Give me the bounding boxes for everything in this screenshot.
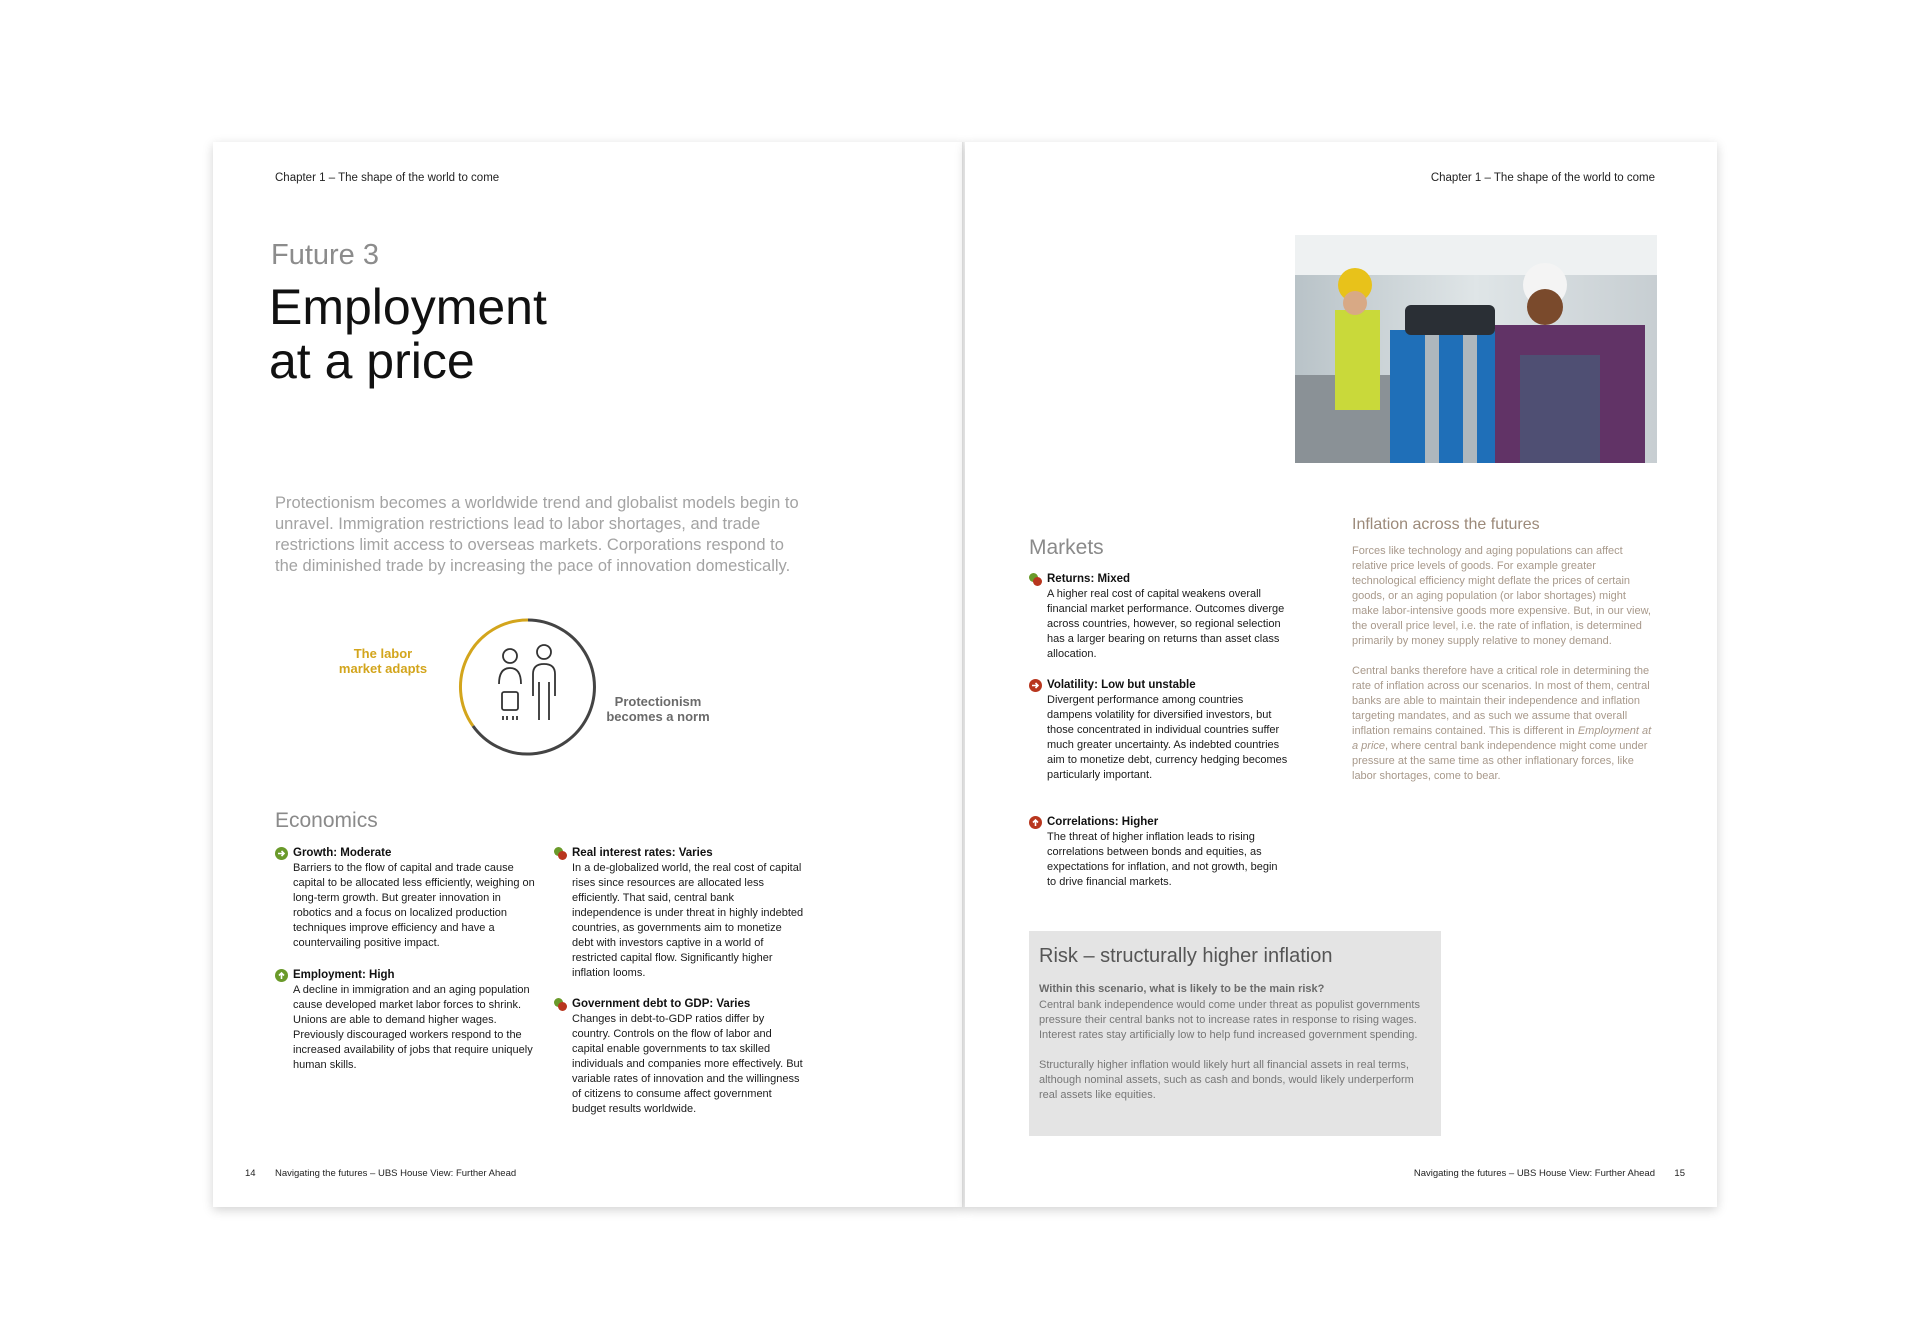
economics-item-growth — [275, 846, 535, 951]
title-line-2: at a price — [269, 333, 475, 389]
diagram-label-left: The labor market adapts — [338, 646, 428, 676]
markets-heading: Markets — [1029, 536, 1104, 559]
markets-item-title: Correlations: Higher — [1047, 816, 1159, 828]
right-page — [965, 142, 1717, 1207]
risk-body — [1039, 998, 1434, 1118]
risk-question: Within this scenario, what is likely to be the main risk? — [1039, 983, 1325, 995]
markets-item-correlations — [1029, 815, 1289, 890]
markets-item-volatility — [1029, 678, 1289, 783]
risk-box — [1029, 931, 1441, 1136]
economics-item-title: Government debt to GDP: Varies — [572, 998, 751, 1010]
mixed-icon — [554, 847, 567, 860]
economics-item-debt — [554, 997, 804, 1117]
markets-item-returns — [1029, 572, 1289, 662]
inflation-paragraph-2: Central banks therefore have a critical role in determining the rate of inflation across our scenarios. In most of them, central banks are able to maintain their independence and inflation targeting mandates, and as such we assume that overall inflation remains contained. This is different in Employment at a price, where central bank independence might come under pressure at the same time as other inflationary forces, like labor shortages, come to bear. — [1352, 665, 1652, 782]
markets-item-title: Volatility: Low but unstable — [1047, 679, 1196, 691]
factory-workers-photo — [1295, 235, 1657, 463]
arrow-right-icon — [275, 847, 288, 860]
arrow-right-red-icon — [1029, 679, 1042, 692]
page-number: 15 — [1674, 1168, 1685, 1179]
workers-ring-icon — [453, 612, 603, 762]
page-title — [269, 280, 547, 388]
chapter-header: Chapter 1 – The shape of the world to come — [275, 172, 500, 184]
chapter-header: Chapter 1 – The shape of the world to come — [1430, 172, 1655, 184]
economics-item-body: Barriers to the flow of capital and trade cause capital to be allocated less efficiently, weighing on long-term growth. But greater innovation in robotics and a focus on localized production techniques improve efficiency and have a countervailing positive impact. — [293, 862, 535, 949]
arrow-up-red-icon — [1029, 816, 1042, 829]
mixed-icon — [554, 998, 567, 1011]
scenario-name: Employment at a price — [1352, 725, 1652, 752]
scenario-diagram — [333, 612, 753, 792]
markets-item-body: The threat of higher inflation leads to rising correlations between bonds and equities, as expectations for inflation, and not growth, begin to drive financial markets. — [1047, 831, 1278, 888]
future-label: Future 3 — [271, 239, 379, 271]
arrow-up-icon — [275, 969, 288, 982]
risk-paragraph-1: Central bank independence would come under threat as populist governments pressure their central banks not to increase rates in response to rising wages. Interest rates stay artificially low to help fund increased government spending. — [1039, 999, 1420, 1041]
economics-item-title: Employment: High — [293, 969, 395, 981]
economics-item-title: Growth: Moderate — [293, 847, 392, 859]
inflation-paragraph-1: Forces like technology and aging populations can affect relative price levels of goods. For example greater technological efficiency might deflate the prices of certain goods, or an aging population (or labor shortages) might make labor-intensive goods more expensive. But, in our view, the overall price level, i.e. the rate of inflation, is determined primarily by money supply relative to money demand. — [1352, 545, 1651, 647]
page-number: 14 — [245, 1168, 256, 1179]
economics-heading: Economics — [275, 809, 378, 832]
mixed-icon — [1029, 573, 1042, 586]
risk-heading: Risk – structurally higher inflation — [1039, 945, 1333, 967]
inflation-sidebar — [1352, 544, 1654, 799]
diagram-label-right: Protectionism becomes a norm — [606, 694, 710, 724]
economics-item-body: In a de-globalized world, the real cost of capital rises since resources are allocated less efficiently. That said, central bank independence is under threat in highly indebted countries, as governments aim to monetize debt with investors captive in a world of restricted capital flow. Significantly higher inflation looms. — [572, 862, 804, 979]
markets-item-body: Divergent performance among countries dampens volatility for diversified investors, but those concentrated in individual countries suffer much greater uncertainty. As indebted countries aim to monetize debt, currency hedging becomes particularly important. — [1047, 694, 1288, 781]
page-footer: Navigating the futures – UBS House View: Further Ahead — [275, 1168, 517, 1179]
markets-item-title: Returns: Mixed — [1047, 573, 1131, 585]
economics-item-title: Real interest rates: Varies — [572, 847, 713, 859]
intro-paragraph: Protectionism becomes a worldwide trend and globalist models begin to unravel. Immigration restrictions lead to labor shortages, and trade restrictions limit access to overseas markets. Corporations respond to the diminished trade by increasing the pace of innovation domestically. — [275, 494, 799, 575]
inflation-heading: Inflation across the futures — [1352, 516, 1540, 533]
economics-item-employment — [275, 968, 535, 1073]
economics-item-real-rates — [554, 846, 804, 981]
markets-item-body: A higher real cost of capital weakens overall financial market performance. Outcomes diverge across countries, however, so regional selection has a larger bearing on returns than asset class allocation. — [1047, 588, 1285, 660]
title-line-1: Employment — [269, 279, 547, 335]
left-page — [213, 142, 965, 1207]
economics-item-body: A decline in immigration and an aging population cause developed market labor forces to shrink. Unions are able to demand higher wages. Previously discouraged workers respond to the increased availability of jobs that require uniquely human skills. — [293, 984, 533, 1071]
risk-paragraph-2: Structurally higher inflation would likely hurt all financial assets in real terms, although nominal assets, such as cash and bonds, would likely underperform real assets like equities. — [1039, 1059, 1414, 1101]
page-footer: Navigating the futures – UBS House View: Further Ahead — [1413, 1168, 1655, 1179]
economics-item-body: Changes in debt-to-GDP ratios differ by country. Controls on the flow of labor and capital enable governments to tax skilled individuals and companies more effectively. But variable rates of innovation and the willingness of citizens to consume affect government budget results worldwide. — [572, 1013, 803, 1115]
